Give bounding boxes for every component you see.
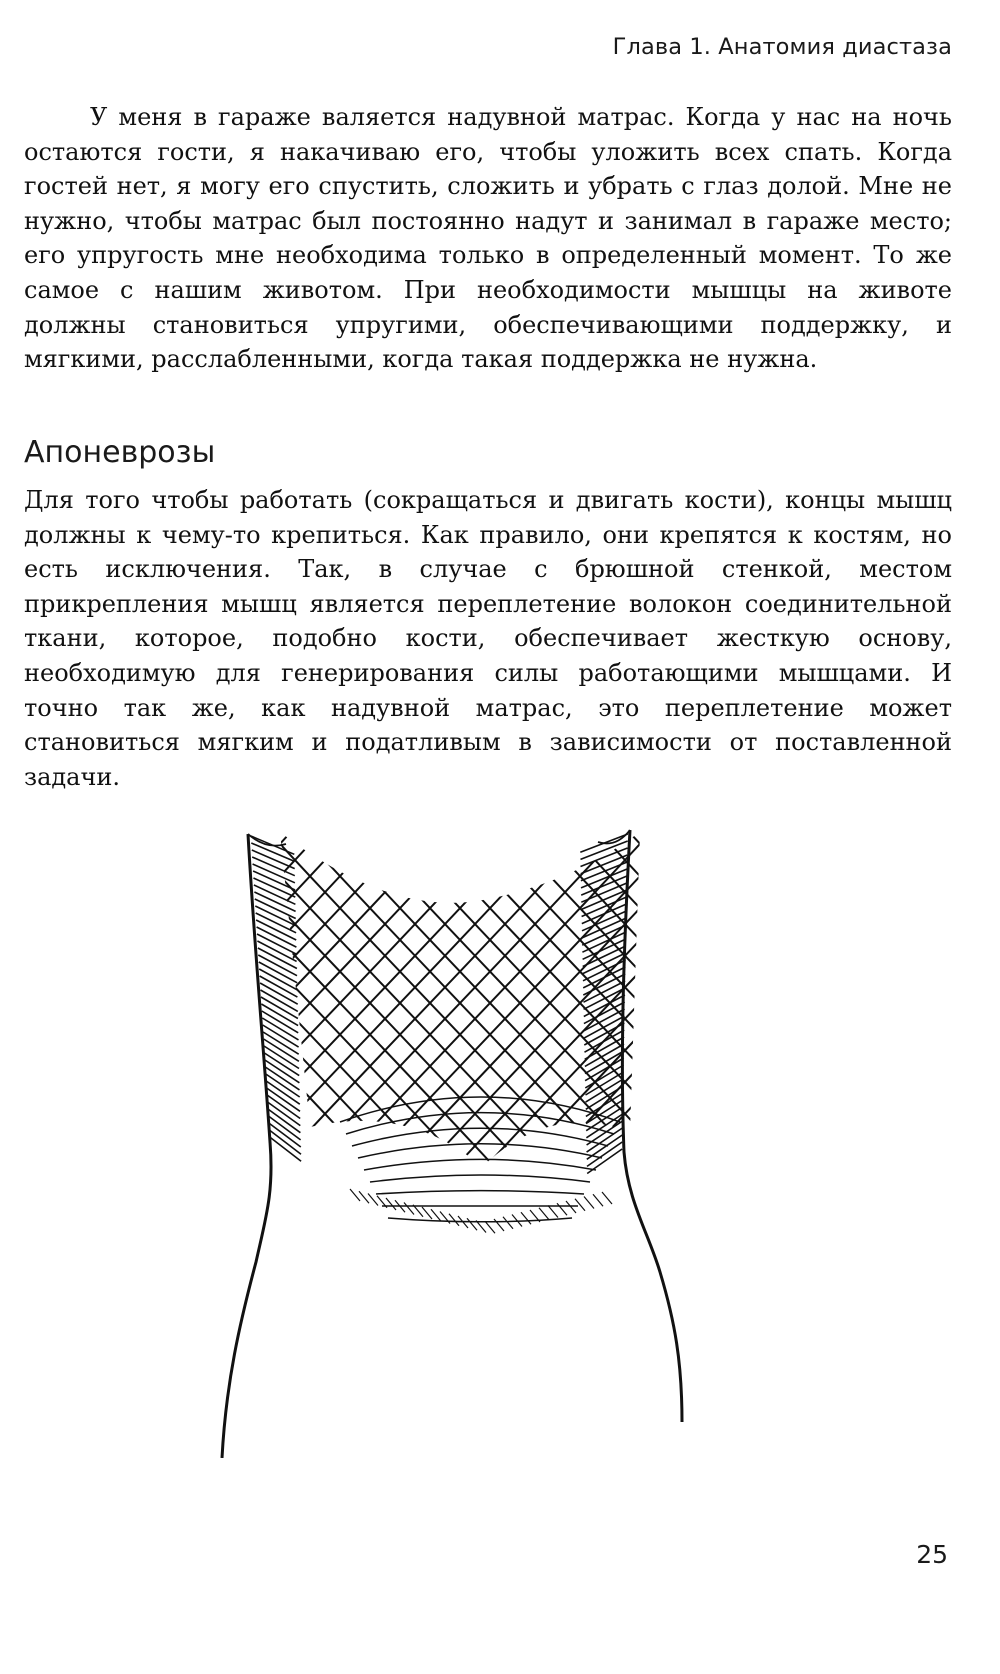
mesh-fiber-up: [220, 822, 450, 1162]
lower-hatch: [503, 1217, 513, 1229]
mesh-fiber-up: [700, 822, 740, 1162]
hatch-stroke: [269, 1130, 301, 1154]
mesh-fiber-up: [340, 822, 660, 1162]
hatch-stroke: [267, 1088, 300, 1111]
lower-hatch: [566, 1201, 576, 1213]
mesh-fiber-down: [650, 822, 740, 1162]
mesh-fiber-up: [490, 822, 740, 1162]
aponeurosis-figure: [220, 822, 740, 1458]
lower-hatch: [431, 1209, 441, 1221]
mesh-fiber-down: [680, 822, 740, 1162]
hatch-stroke: [265, 1060, 300, 1083]
mesh-fiber-down: [410, 822, 730, 1162]
mesh-fiber-up: [280, 822, 600, 1162]
lower-hatch: [449, 1214, 459, 1226]
hatch-stroke: [268, 1116, 300, 1140]
lower-hatch: [584, 1197, 594, 1209]
lower-hatch: [485, 1221, 495, 1233]
mesh-fiber-down: [380, 822, 700, 1162]
hatch-stroke: [266, 1074, 300, 1097]
lower-hatch: [539, 1208, 549, 1220]
torso-left-contour: [222, 834, 271, 1458]
body-paragraph-2: Для того чтобы работать (сокращаться и двигать кости), концы мышц должны к чему-то крепиться. Как правило, они крепятся к костям, но есть исключения. Так, в случае с брюшной стенкой, местом прикрепления мышц является переплетение волокон соединительной ткани, которое, подобно кости, обеспечивает жесткую основу, необходимую для генерирования силы работающими мышцами. И точно так же, как надувной матрас, это переплетение может становиться мягким и податливым в зависимости от поставленной задачи.: [24, 486, 952, 791]
lower-arc: [388, 1218, 572, 1222]
lower-arc: [370, 1175, 590, 1182]
hatch-stroke: [269, 1123, 301, 1147]
section-heading: Апоневрозы: [24, 435, 216, 470]
mesh-fiber-up: [250, 822, 570, 1162]
hatch-stroke: [268, 1109, 301, 1133]
lower-arc: [376, 1191, 584, 1194]
lower-hatch: [404, 1203, 414, 1215]
lower-hatch: [386, 1198, 396, 1210]
lower-hatch: [557, 1203, 567, 1215]
hatch-stroke: [268, 1102, 301, 1126]
fiber-mesh: [220, 822, 740, 1162]
mesh-fiber-down: [290, 822, 610, 1162]
lower-hatch: [359, 1191, 369, 1203]
hatch-stroke: [265, 1067, 299, 1090]
mesh-fiber-up: [370, 822, 690, 1162]
hatch-stroke: [267, 1095, 300, 1119]
lower-hatch: [602, 1192, 612, 1204]
mesh-fiber-up: [640, 822, 740, 1162]
mesh-fiber-down: [230, 822, 550, 1162]
lower-hatch: [521, 1212, 531, 1224]
lower-hatch: [350, 1189, 360, 1201]
mesh-fiber-up: [550, 822, 740, 1162]
hatch-stroke: [264, 1053, 299, 1076]
mesh-fiber-up: [220, 822, 390, 1162]
mesh-fiber-down: [260, 822, 580, 1162]
hatch-stroke: [270, 1137, 301, 1161]
lower-hatch: [467, 1218, 477, 1230]
mesh-fiber-down: [220, 822, 370, 1162]
mesh-fiber-up: [400, 822, 720, 1162]
page-number: 25: [916, 1540, 948, 1569]
lower-arc: [364, 1159, 596, 1170]
body-paragraph-1: У меня в гараже валяется надувной матрас. Когда у нас на ночь остаются гости, я накачиваю его, чтобы уложить всех спать. Когда гостей нет, я могу его спустить, сложить и убрать с глаз долой. Мне не нужно, чтобы матрас был постоянно надут и занимал в гараже место; его упругость мне необходима только в определенный момент. То же самое с нашим животом. При необходимости мышцы на животе должны становиться упругими, обеспечивающими поддержку, и мягкими, расслабленными, когда такая поддержка не нужна.: [24, 103, 952, 374]
mesh-fiber-down: [320, 822, 640, 1162]
lower-hatch: [575, 1199, 585, 1211]
mesh-fiber-down: [220, 822, 250, 1162]
running-head-title: Глава 1. Анатомия диастаза: [612, 34, 952, 60]
hatch-stroke: [266, 1081, 300, 1104]
mesh-fiber-up: [670, 822, 740, 1162]
lower-hatch: [422, 1207, 432, 1219]
lower-hatch: [548, 1206, 558, 1218]
mesh-fiber-up: [220, 822, 240, 1162]
aponeurosis-illustration: [220, 822, 740, 1458]
lower-hatch: [368, 1194, 378, 1206]
lower-hatch: [593, 1194, 603, 1206]
lower-hatch: [494, 1219, 504, 1231]
